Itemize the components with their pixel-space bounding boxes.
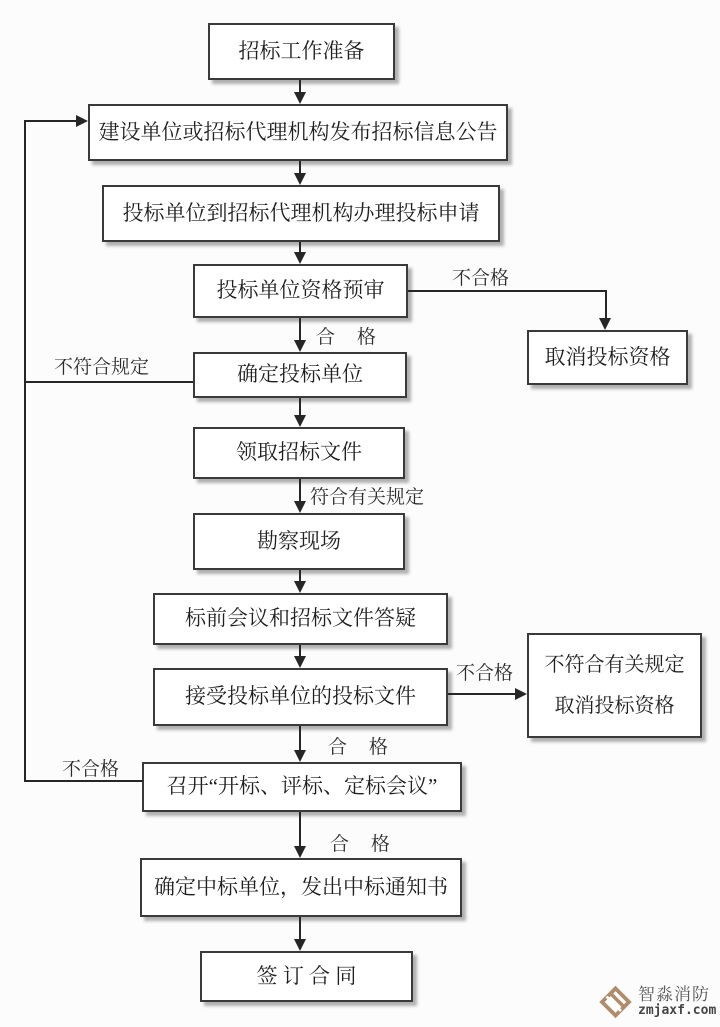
edge-label-not-conform-rule: 不符合规定 (54, 357, 150, 378)
connector-confirm-feedback (25, 381, 193, 383)
arrowhead-down-icon (294, 92, 306, 104)
node-nonconform-cancel-qualification (527, 633, 702, 738)
arrowhead-down-icon (294, 939, 306, 951)
edge-label-accept-pass: 合 格 (328, 737, 397, 758)
arrowhead-down-icon (294, 501, 306, 513)
node-site-survey: 勘察现场 (193, 513, 405, 570)
watermark-text (638, 986, 716, 1017)
zhimiao-diamond-logo-icon (597, 984, 634, 1020)
connector-openmeeting-award (299, 812, 301, 848)
arrowhead-down-icon (294, 252, 306, 264)
edge-label-prequalify-fail: 不合格 (452, 268, 510, 289)
node-sign-contract: 签 订 合 同 (200, 951, 413, 1002)
edge-label-prequalify-pass: 合 格 (316, 327, 385, 348)
connector-award-sign (299, 917, 301, 941)
arrowhead-down-icon (294, 173, 306, 185)
arrowhead-down-icon (294, 846, 306, 858)
arrowhead-down-icon (294, 750, 306, 762)
node-bid-opening-meeting: 召开“开标、评标、定标会议” (142, 762, 462, 812)
arrowhead-down-icon (294, 581, 306, 593)
node-confirm-bidders: 确定投标单位 (193, 352, 407, 398)
connector-feedback-loop-vertical (24, 120, 26, 782)
node-nonconform-line2: 取消投标资格 (554, 695, 675, 718)
connector-feedback-into-announce (25, 120, 77, 122)
node-cancel-qualification: 取消投标资格 (527, 330, 688, 385)
arrowhead-down-icon (294, 415, 306, 427)
watermark-site: zmjaxf.com (638, 1003, 717, 1019)
node-pre-bid-meeting: 标前会议和招标文件答疑 (153, 593, 448, 645)
arrowhead-down-icon (599, 318, 611, 330)
connector-prequalify-fail (408, 290, 607, 292)
connector-fail-drop-cancel1 (605, 290, 607, 320)
edge-label-accept-fail: 不合格 (456, 663, 514, 684)
node-award-notice: 确定中标单位，发出中标通知书 (140, 858, 462, 917)
node-accept-bid-documents: 接受投标单位的投标文件 (153, 668, 448, 726)
arrowhead-right-icon (76, 115, 88, 127)
edge-label-meeting-fail: 不合格 (62, 759, 120, 780)
node-collect-documents: 领取招标文件 (193, 427, 405, 479)
node-prequalification: 投标单位资格预审 (193, 264, 408, 318)
node-bid-application: 投标单位到招标代理机构办理投标申请 (102, 185, 500, 242)
connector-accept-fail (448, 693, 516, 695)
node-nonconform-line1: 不符合有关规定 (544, 653, 685, 676)
node-publish-announcement: 建设单位或招标代理机构发布招标信息公告 (88, 104, 508, 161)
edge-label-conform-rule: 符合有关规定 (310, 487, 425, 508)
edge-label-meeting-pass: 合 格 (330, 834, 399, 855)
connector-collect-survey (299, 479, 301, 503)
arrowhead-right-icon (515, 688, 527, 700)
watermark-brand: 智淼消防 (638, 985, 710, 1005)
watermark (597, 984, 716, 1020)
connector-prequalify-confirm (299, 318, 301, 342)
arrowhead-down-icon (294, 656, 306, 668)
arrowhead-down-icon (294, 340, 306, 352)
connector-accept-openmeeting (299, 726, 301, 752)
node-bid-preparation: 招标工作准备 (208, 23, 395, 80)
